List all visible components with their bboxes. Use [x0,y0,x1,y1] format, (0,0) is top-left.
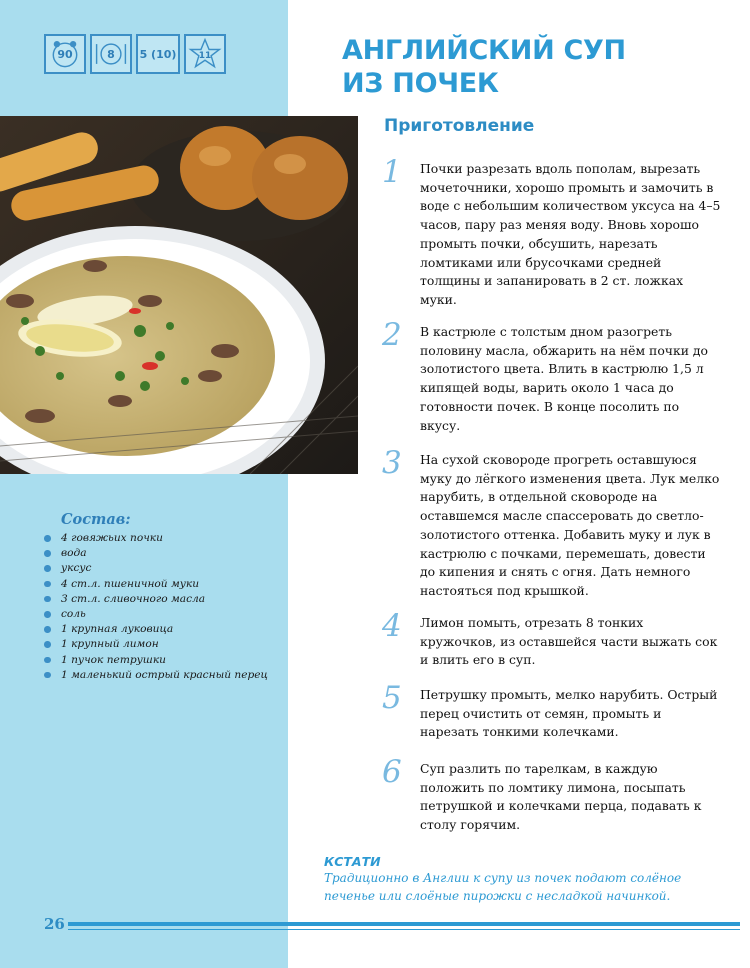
difficulty-icon [136,34,180,74]
step-6 [382,754,722,835]
ingredients-list [44,531,279,683]
servings-value: 8 [107,47,115,61]
recipe-title-line2: ИЗ ПОЧЕК [342,68,499,99]
ingredient-item: уксус [44,561,279,576]
step-text: На сухой сковороде прогреть оставшуюся муку до лёгкого изменения цвета. Лук мелко нарубить, в отдельной сковороде на оставшемся масле спассеровать до светло-золотистого оттенка. Добавить муку и лук в кастрюлю с почками, перемешать, довести до кипения и снять с огня. Дать немного настояться под крышкой. [420,452,720,598]
ingredient-item: 4 говяжьих почки [44,531,279,546]
ingredients-title: Состав: [61,511,131,528]
footer-line-thin [68,929,740,930]
ingredient-item: 4 ст.л. пшеничной муки [44,577,279,592]
difficulty-value: 5 (10) [139,47,177,61]
step-number: 4 [382,608,402,644]
soup-photo [0,116,358,474]
ingredient-item: 1 крупный лимон [44,637,279,652]
step-4 [382,608,722,670]
ingredient-item: 1 маленький острый красный перец [44,668,279,683]
section-subtitle: Приготовление [384,116,535,136]
ingredients-block [44,511,279,683]
step-text: Лимон помыть, отрезать 8 тонких кружочков, из оставшейся части выжать сок и влить его в суп. [420,615,718,668]
step-number: 2 [382,317,402,353]
step-2 [382,317,722,435]
recipe-title-line1: АНГЛИЙСКИЙ СУП [342,35,626,66]
step-text: В кастрюле с толстым дном разогреть половину масла, обжарить на нём почки до золотистого цвета. Влить в кастрюлю 1,5 л кипящей воды, варить около 1 часа до готовности почек. В конце посолить по вкусу. [420,324,708,433]
note-text: Традиционно в Англии к супу из почек подают солёное печенье или слоёные пирожки с несладкой начинкой. [324,871,682,903]
step-5 [382,680,722,742]
note-title: КСТАТИ [324,854,381,869]
recipe-icons [44,34,226,74]
step-1 [382,154,722,310]
plate-icon [90,34,132,74]
step-number: 3 [382,445,402,481]
ingredient-item: 1 крупная луковица [44,622,279,637]
ingredient-item: вода [44,546,279,561]
ingredient-item: 3 ст.л. сливочного масла [44,592,279,607]
recipe-title [342,34,626,100]
clock-icon [44,34,86,74]
rating-value: 11 [198,51,212,61]
time-value: 90 [57,47,73,61]
step-number: 6 [382,754,402,790]
step-text: Петрушку промыть, мелко нарубить. Острый перец очистить от семян, промыть и нарезать тонкими колечками. [420,687,718,740]
ingredient-item: соль [44,607,279,622]
page-number: 26 [44,915,65,933]
note-block [324,854,734,905]
footer-line [68,922,740,926]
step-number: 5 [382,680,402,716]
step-3 [382,445,722,601]
ingredient-item: 1 пучок петрушки [44,653,279,668]
step-text: Суп разлить по тарелкам, в каждую положить по ломтику лимона, посыпать петрушкой и колечками перца, подавать к столу горячим. [420,761,702,833]
step-number: 1 [382,154,402,190]
star-icon [184,34,226,74]
step-text: Почки разрезать вдоль пополам, вырезать мочеточники, хорошо промыть и замочить в воде с небольшим количеством уксуса на 4–5 часов, пару раз меняя воду. Вновь хорошо промыть почки, обсушить, нарезать ломтиками или брусочками средней толщины и запанировать в 2 ст. ложках муки. [420,161,721,307]
